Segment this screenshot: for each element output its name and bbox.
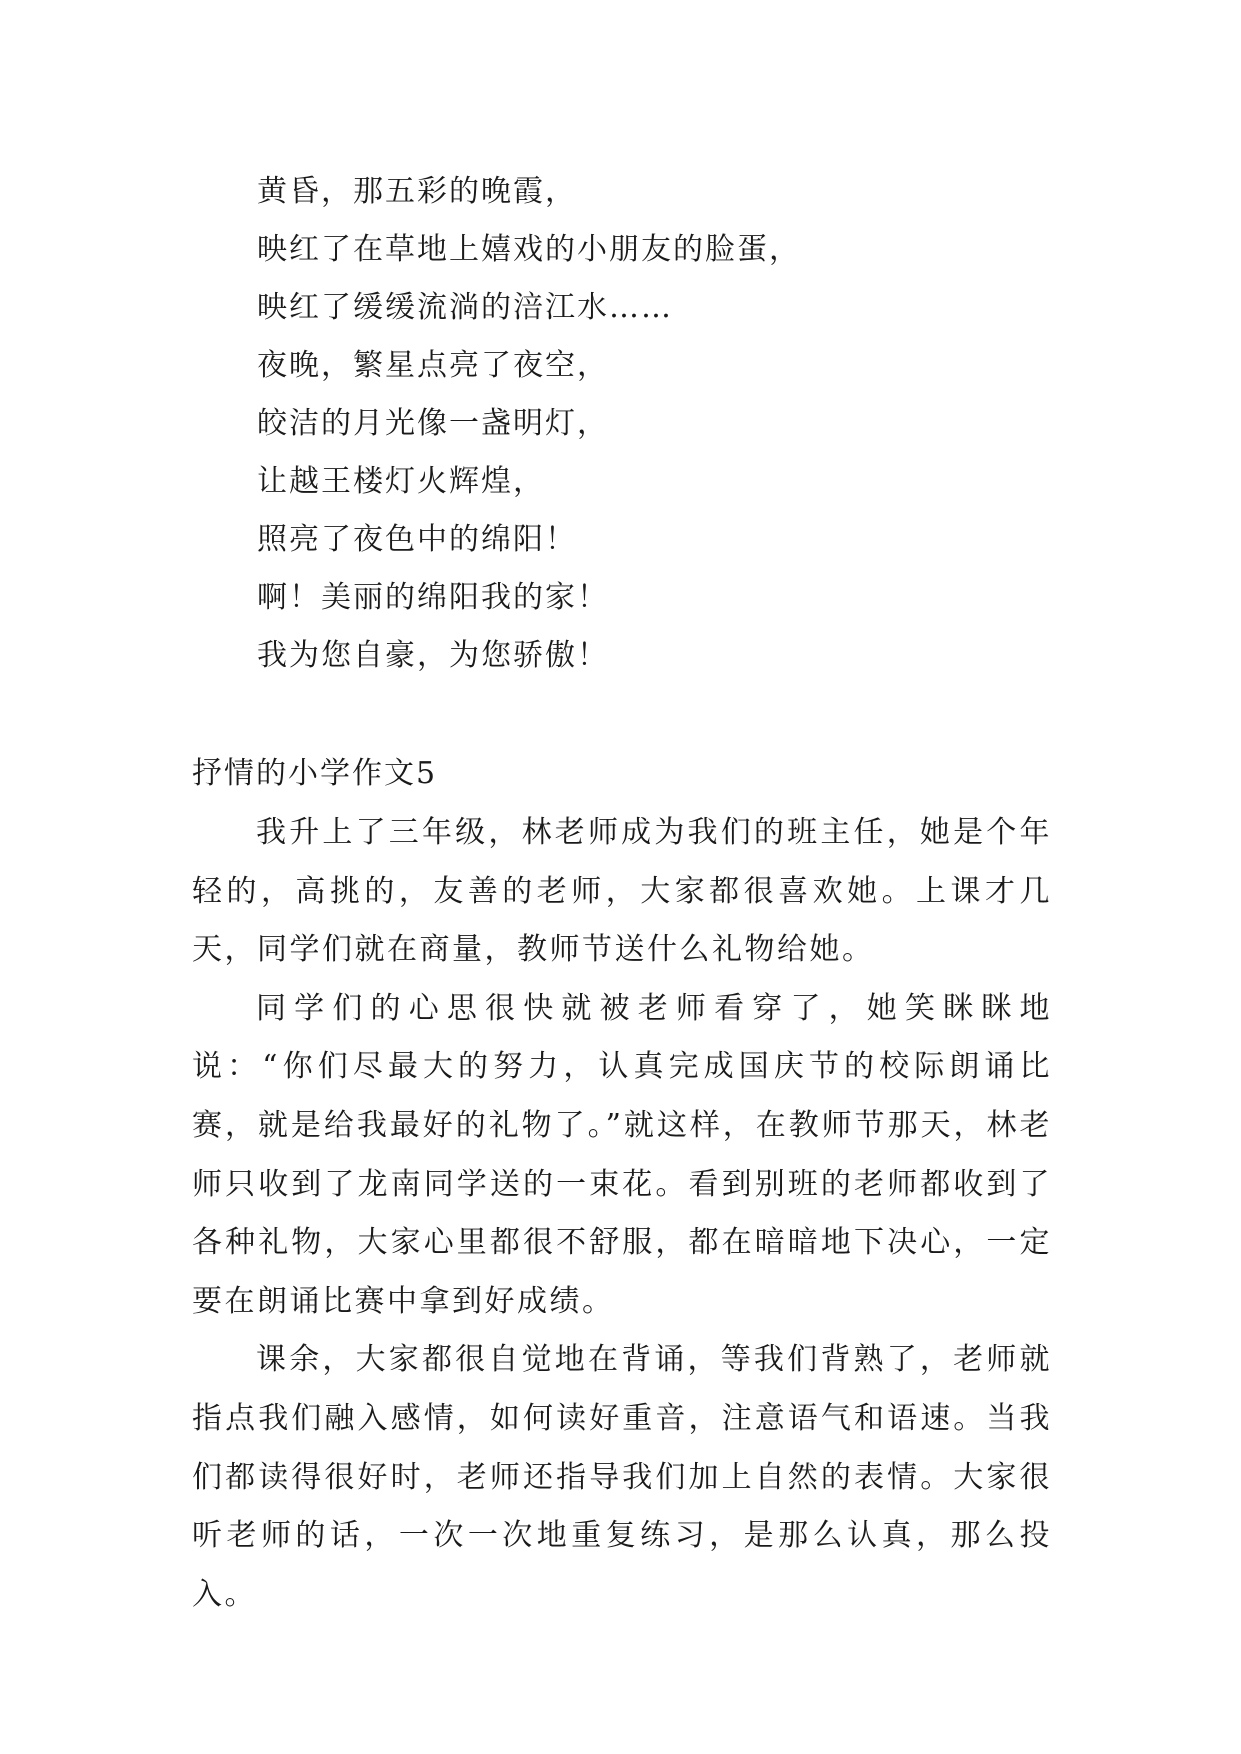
poem-line: 我为您自豪，为您骄傲！ xyxy=(257,638,609,673)
poem-line: 夜晚，繁星点亮了夜空， xyxy=(257,348,609,383)
poem-line: 啊！美丽的绵阳我的家！ xyxy=(257,580,609,615)
poem-line: 照亮了夜色中的绵阳！ xyxy=(257,522,577,557)
poem-block xyxy=(257,163,1057,685)
poem-line: 映红了在草地上嬉戏的小朋友的脸蛋， xyxy=(257,232,801,267)
poem-line: 让越王楼灯火辉煌， xyxy=(257,464,545,499)
poem-line: 皎洁的月光像一盏明灯， xyxy=(257,406,609,441)
article-paragraph: 同学们的心思很快就被老师看穿了，她笑眯眯地说：“你们尽最大的努力，认真完成国庆节的校际朗诵比赛，就是给我最好的礼物了。”就这样，在教师节那天，林老师只收到了龙南同学送的一束花。看到别班的老师都收到了各种礼物，大家心里都很不舒服，都在暗暗地下决心，一定要在朗诵比赛中拿到好成绩。 xyxy=(192,990,1052,1319)
article-paragraph: 课余，大家都很自觉地在背诵，等我们背熟了，老师就指点我们融入感情，如何读好重音，注意语气和语速。当我们都读得很好时，老师还指导我们加上自然的表情。大家很听老师的话，一次一次地重复练习，是那么认真，那么投入。 xyxy=(192,1342,1052,1612)
article-paragraph: 我升上了三年级，林老师成为我们的班主任，她是个年轻的，高挑的，友善的老师，大家都很喜欢她。上课才几天，同学们就在商量，教师节送什么礼物给她。 xyxy=(192,815,1052,968)
article-body xyxy=(192,804,1052,1624)
section-title: 抒情的小学作文5 xyxy=(192,756,438,791)
poem-line: 映红了缓缓流淌的涪江水…… xyxy=(257,290,673,325)
poem-line: 黄昏，那五彩的晚霞， xyxy=(257,174,577,209)
